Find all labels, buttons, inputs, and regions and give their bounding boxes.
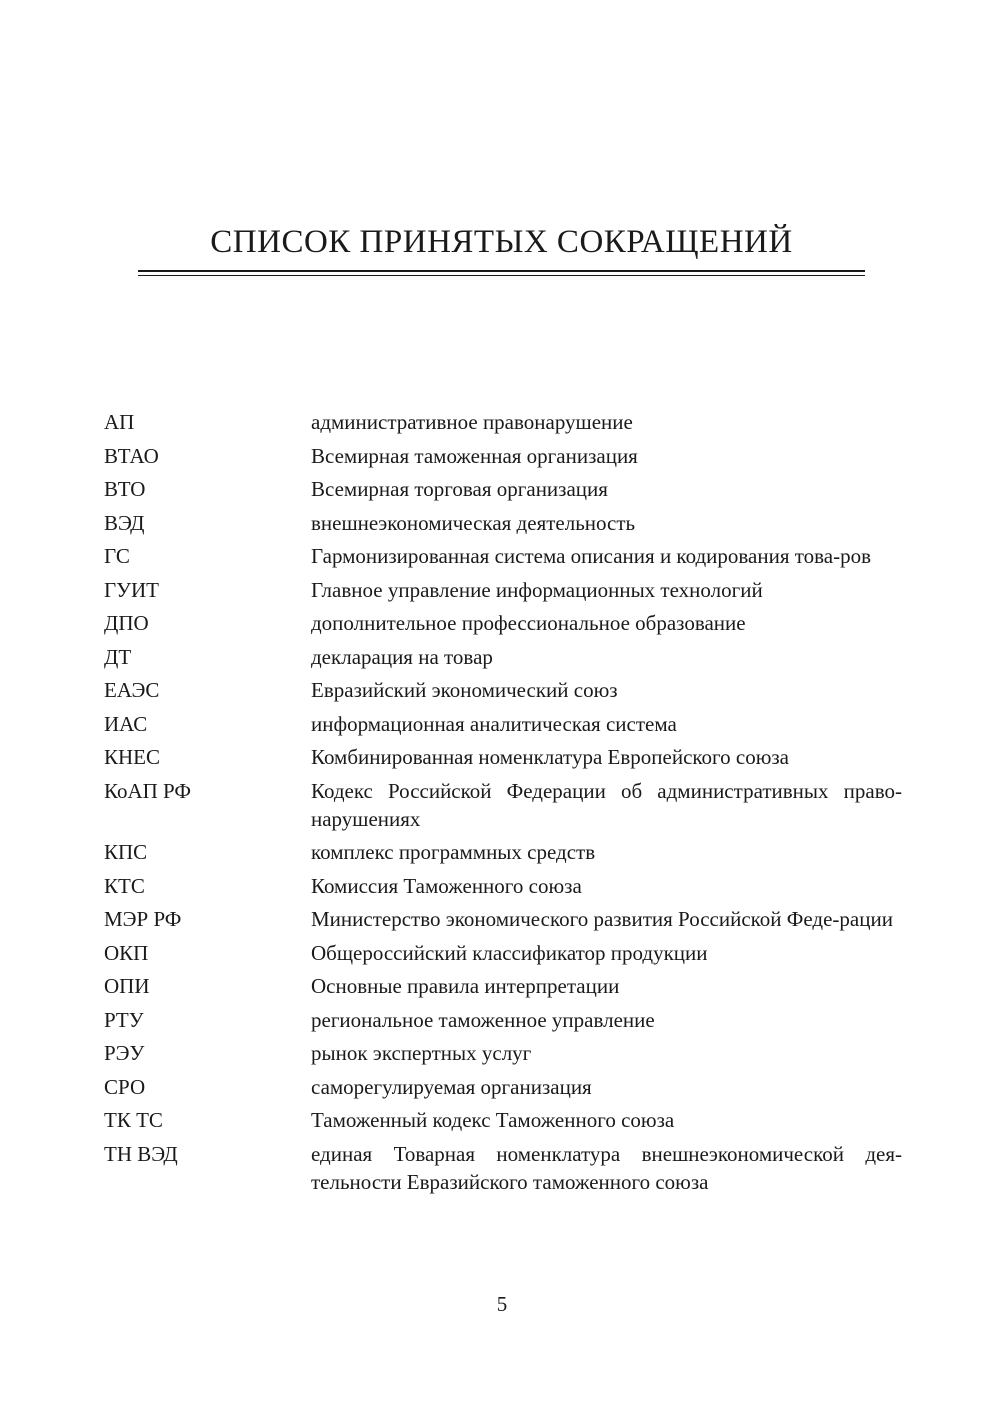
abbreviation-row	[104, 509, 902, 537]
abbreviation-term: ВТАО	[104, 443, 159, 468]
abbreviation-term: ДТ	[104, 644, 132, 669]
abbreviation-row	[104, 643, 902, 671]
page-number: 5	[496, 1292, 508, 1316]
abbreviation-definition: внешнеэкономическая деятельность	[311, 510, 636, 535]
page-title: СПИСОК ПРИНЯТЫХ СОКРАЩЕНИЙ	[210, 224, 793, 260]
abbreviation-term: ЕАЭС	[104, 678, 160, 702]
abbreviation-row	[104, 1140, 902, 1196]
abbreviation-row	[104, 475, 902, 503]
abbreviation-definition: Таможенный кодекс Таможенного союза	[311, 1108, 675, 1132]
abbreviation-row	[104, 872, 902, 900]
abbreviation-definition: декларация на товар	[311, 644, 493, 669]
abbreviation-row	[104, 1106, 902, 1134]
abbreviation-definition: Главное управление информационных технологий	[311, 577, 763, 602]
abbreviation-definition: Комиссия Таможенного союза	[311, 873, 582, 898]
abbreviation-list	[104, 408, 902, 1201]
abbreviation-term: АП	[104, 410, 135, 434]
abbreviation-term: ТК ТС	[104, 1108, 163, 1132]
abbreviation-definition: Общероссийский классификатор продукции	[311, 940, 708, 965]
title-rule-thin	[138, 275, 865, 276]
abbreviation-definition: информационная аналитическая система	[311, 711, 677, 736]
abbreviation-term: КТС	[104, 873, 145, 898]
abbreviation-term: КНЕС	[104, 745, 161, 769]
abbreviation-definition: Евразийский экономический союз	[311, 678, 618, 702]
abbreviation-term: ОКП	[104, 940, 149, 965]
abbreviation-term: ВЭД	[104, 510, 145, 535]
abbreviation-term: РТУ	[104, 1007, 144, 1032]
abbreviation-row	[104, 905, 902, 933]
abbreviation-term: ИАС	[104, 711, 148, 736]
abbreviation-term: КПС	[104, 840, 148, 864]
abbreviation-row	[104, 408, 902, 436]
abbreviation-term: РЭУ	[104, 1041, 145, 1065]
abbreviation-term: ДПО	[104, 611, 149, 635]
abbreviation-row	[104, 743, 902, 771]
abbreviation-row	[104, 838, 902, 866]
abbreviation-row	[104, 609, 902, 637]
abbreviation-definition: комплекс программных средств	[311, 840, 596, 864]
abbreviation-definition: Основные правила интерпретации	[311, 974, 620, 998]
abbreviation-term: КоАП РФ	[104, 778, 191, 803]
abbreviation-term: СРО	[104, 1074, 146, 1099]
abbreviation-row	[104, 939, 902, 967]
abbreviation-term: ТН ВЭД	[104, 1141, 178, 1166]
abbreviation-row	[104, 442, 902, 470]
abbreviation-row	[104, 1039, 902, 1067]
abbreviation-row	[104, 576, 902, 604]
abbreviation-term: ВТО	[104, 477, 146, 501]
abbreviation-row	[104, 1006, 902, 1034]
abbreviation-row	[104, 972, 902, 1000]
abbreviation-definition: рынок экспертных услуг	[311, 1041, 532, 1065]
abbreviation-definition: саморегулируемая организация	[311, 1074, 592, 1099]
abbreviation-definition: Министерство экономического развития Российской Феде-рации	[311, 907, 893, 931]
abbreviation-row	[104, 1073, 902, 1101]
abbreviation-definition: Комбинированная номенклатура Европейского союза	[311, 745, 789, 769]
title-rule-thick	[138, 270, 865, 272]
abbreviation-row	[104, 676, 902, 704]
abbreviation-row	[104, 710, 902, 738]
abbreviation-term: ОПИ	[104, 974, 150, 998]
abbreviation-definition: административное правонарушение	[311, 410, 633, 434]
abbreviation-term: ГУИТ	[104, 577, 160, 602]
abbreviation-definition: единая Товарная номенклатура внешнеэкономической дея-тельности Евразийского таможенного союза	[311, 1141, 902, 1194]
abbreviation-row	[104, 777, 902, 833]
abbreviation-term: МЭР РФ	[104, 907, 182, 931]
abbreviation-definition: Всемирная таможенная организация	[311, 443, 638, 468]
abbreviation-row	[104, 542, 902, 570]
abbreviation-definition: региональное таможенное управление	[311, 1007, 655, 1032]
abbreviation-definition: Всемирная торговая организация	[311, 477, 608, 501]
abbreviation-definition: Кодекс Российской Федерации об административных право-нарушениях	[311, 778, 902, 831]
abbreviation-definition: Гармонизированная система описания и кодирования това-ров	[311, 544, 871, 568]
abbreviation-definition: дополнительное профессиональное образование	[311, 611, 746, 635]
abbreviation-term: ГС	[104, 544, 130, 568]
